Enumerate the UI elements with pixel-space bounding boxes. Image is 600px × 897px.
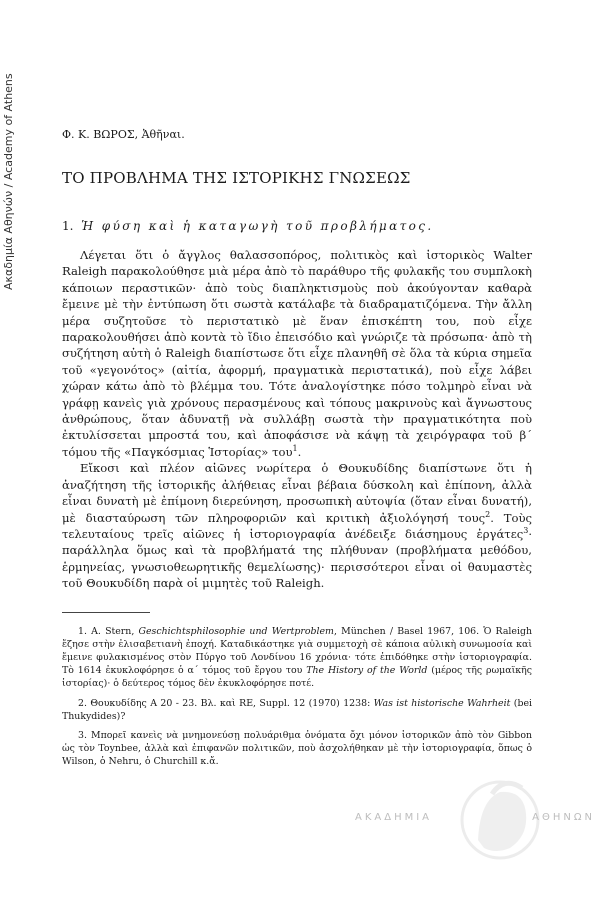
seal-text-left: ΑΚΑΔΗΜΙΑ — [355, 812, 433, 823]
seal-text-right: ΑΘΗΝΩΝ — [532, 812, 595, 823]
footnote-ref-1[interactable]: 1 — [292, 444, 298, 454]
footnote-2-rest: (bei Thukydides)? — [62, 697, 532, 722]
athena-head-seal-icon — [400, 770, 600, 880]
footnote-ref-2[interactable]: 2 — [485, 509, 491, 519]
section-heading-text: Ἡ φύση καὶ ἡ καταγωγὴ τοῦ προβλήματος. — [81, 219, 434, 233]
footnotes — [62, 625, 532, 769]
section-heading — [62, 219, 532, 233]
section-number: 1. — [62, 219, 74, 233]
paragraph-2-text-a: Εἴκοσι καὶ πλέον αἰῶνες νωρίτερα ὁ Θουκυδίδης διαπίστωνε ὅτι ἡ ἀναζήτηση τῆς ἱστορικῆς ἀλήθειας εἶναι βέβαια δύσκολη καὶ ἐπίπονη, ἀλλὰ εἶναι δυνατὴ μὲ ἐπίμονη διερεύνηση, προσωπικὴ αὐτοψία (ὅταν εἶναι δυνατή), μὲ διασταύρωση τῶν πληροφοριῶν καὶ κριτικὴ ἀξιολόγησή τους — [62, 461, 532, 525]
footnote-2 — [62, 697, 532, 723]
footnote-1 — [62, 625, 532, 691]
footnote-1-lead: 1. A. Stern, — [78, 625, 139, 637]
paragraph-2-text-c: · παράλληλα ὅμως καὶ τὰ προβλήματά της πλήθυναν (προβλήματα μεθόδου, ἑρμηνείας, γνωσιοθεωρητικῆς θεμελίωσης)· περισσότεροι εἶναι οἱ θαυμαστὲς τοῦ Θουκυδίδη παρὰ οἱ μιμητὲς τοῦ Raleigh. — [62, 526, 532, 591]
paragraph-1-text: Λέγεται ὅτι ὁ ἄγγλος θαλασσοπόρος, πολιτικὸς καὶ ἱστορικὸς Walter Raleigh παρακολούθησε μιὰ μέρα ἀπὸ τὸ παράθυρο τῆς φυλακῆς του συμπλοκὴ κάποιων περαστικῶν· ἀπὸ τοὺς διαπληκτισμοὺς ποὺ ἀκούγονταν καθαρὰ ἔμεινε μὲ τὴν ἐντύπωση ὅτι σωστὰ κατάλαβε τὰ διαδραματιζόμενα. Τὴν ἄλλη μέρα συζητοῦσε τὸ περιστατικὸ μὲ ἕναν ἐπισκέπτη του, ποὺ εἶχε παρακολουθήσει ἀπὸ κοντὰ τὸ ἴδιο ἐπεισόδιο καὶ γνώριζε τὰ πρόσωπα· ἀπὸ τὴ συζήτηση αὐτὴ ὁ Raleigh διαπίστωσε ὅτι εἶχε πλανηθῆ σὲ ὅλα τὰ κύρια σημεῖα τοῦ «γεγονότος» (αἰτία, ἀφορμή, πραγματικὰ περιστατικά), ποὺ εἶχε λάβει χώραν κάτω ἀπὸ τὸ βλέμμα του. Τότε ἀναλογίστηκε πόσο τολμηρὸ εἶναι νὰ γράφῃ κανεὶς γιὰ χρόνους περασμένους καὶ τόπους μακρινοὺς καὶ ἄγνωστους ἀνθρώπους, ὅταν ἀδυνατῇ νὰ συλλάβῃ σωστὰ τὴν πραγματικότητα ποὺ ἐκτυλίσσεται μπροστά του, καὶ ἀποφάσισε νὰ κάψῃ τὰ χειρόγραφα τοῦ β΄ τόμου τῆς «Παγκόσμιας Ἱστορίας» του — [62, 248, 532, 459]
footnote-1-end: (μέρος τῆς ρωμαϊκῆς ἱστορίας)· ὁ δεύτερος τόμος δὲν ἐκυκλοφόρησε ποτέ. — [62, 665, 533, 690]
archive-stamp: Ακαδημία Αθηνών / Academy of Athens — [2, 73, 15, 290]
article-title: ΤΟ ΠΡΟΒΛΗΜΑ ΤΗΣ ΙΣΤΟΡΙΚΗΣ ΓΝΩΣΕΩΣ — [62, 169, 411, 187]
footnote-3: 3. Μπορεῖ κανεὶς νὰ μνημονεύσῃ πολυάριθμα ὀνόματα ὄχι μόνον ἱστορικῶν ἀπὸ τὸν Gibbon ὡς τὸν Toynbee, ἀλλὰ καὶ ἐπιφανῶν πολιτικῶν, ποὺ ἀσχολήθηκαν μὲ τὴν ἱστοριογραφία, ὅπως ὁ Wilson, ὁ Nehru, ὁ Churchill κ.ἄ. — [62, 729, 532, 768]
author-line: Φ. Κ. ΒΩΡΟΣ, Ἀθῆναι. — [62, 128, 185, 141]
footnote-1-work: The History of the World — [306, 665, 428, 677]
paragraph-2-text-b: . Τοὺς τελευταίους τρεῖς αἰῶνες ἡ ἱστοριογραφία ἀνέδειξε διάσημους ἐργάτες — [62, 510, 533, 541]
seal-text — [355, 812, 595, 823]
paragraph-1: Λέγεται ὅτι ὁ ἄγγλος θαλασσοπόρος, πολιτικὸς καὶ ἱστορικὸς Walter Raleigh παρακολούθησε μιὰ μέρα ἀπὸ τὸ παράθυρο τῆς φυλακῆς του συμπλοκὴ κάποιων περαστικῶν· ἀπὸ τοὺς διαπληκτισμοὺς ποὺ ἀκούγονταν καθαρὰ ἔμεινε μὲ τὴν ἐντύπωση ὅτι σωστὰ κατάλαβε τὰ διαδραματιζόμενα. Τὴν ἄλλη μέρα συζητοῦσε τὸ περιστατικὸ μὲ ἕναν ἐπισκέπτη του, ποὺ εἶχε παρακολουθήσει ἀπὸ κοντὰ τὸ ἴδιο ἐπεισόδιο καὶ γνώριζε τὰ πρόσωπα· ἀπὸ τὴ συζήτηση αὐτὴ ὁ Raleigh διαπίστωσε ὅτι εἶχε πλανηθῆ σὲ ὅλα τὰ κύρια σημεῖα τοῦ «γεγονότος» (αἰτία, ἀφορμή, πραγματικὰ περιστατικά), ποὺ εἶχε λάβει χώραν κάτω ἀπὸ τὸ βλέμμα του. Τότε ἀναλογίστηκε πόσο τολμηρὸ εἶναι νὰ γράφῃ κανεὶς γιὰ χρόνους περασμένους καὶ τόπους μακρινοὺς καὶ ἄγνωστους ἀνθρώπους, ὅταν ἀδυνατῇ νὰ συλλάβῃ σωστὰ τὴν πραγματικότητα ποὺ ἐκτυλίσσεται μπροστά του, καὶ ἀποφάσισε νὰ κάψῃ τὰ χειρόγραφα τοῦ β΄ τόμου τῆς «Παγκόσμιας Ἱστορίας» του$^1$. — [62, 248, 532, 459]
footnote-1-title: Geschichtsphilosophie und Wertproblem — [138, 625, 334, 637]
footnote-1-body: , München / Basel 1967, 106. Ὁ Raleigh ἔζησε στὴν ἐλισαβετιανὴ ἐποχή. Καταδικάστηκε γιὰ συμμετοχὴ σὲ κάποια αὐλικὴ συνωμοσία καὶ ἔμεινε φυλακισμένος στὸν Πύργο τοῦ Λονδίνου 16 χρόνια· τότε ἐπιδόθηκε στὴν ἱστοριογραφία. Τὸ 1614 ἐκυκλοφόρησε ὁ α΄ τόμος τοῦ ἔργου του — [62, 625, 533, 677]
article — [62, 128, 532, 775]
footnote-2-title: Was ist historische Wahrheit — [373, 697, 511, 709]
article-body — [62, 247, 532, 592]
footnote-divider — [62, 612, 150, 613]
footnote-2-lead: 2. Θουκυδίδης Α 20 - 23. Βλ. καὶ RE, Suppl. 12 (1970) 1238: — [78, 697, 374, 709]
footnote-ref-3[interactable]: 3 — [523, 526, 529, 536]
paragraph-2 — [62, 460, 532, 591]
